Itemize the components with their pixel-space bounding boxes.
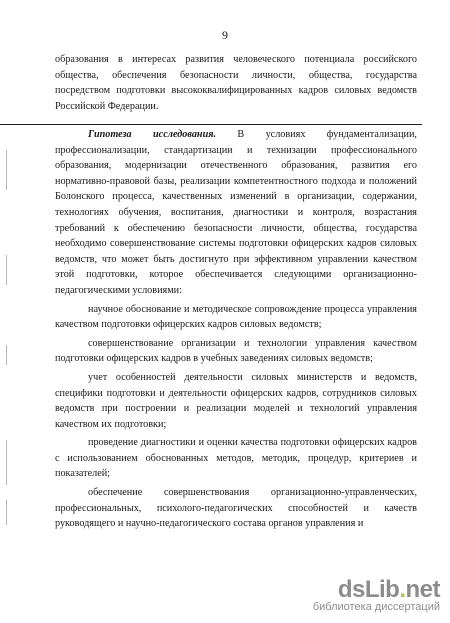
dslib-watermark <box>313 576 440 613</box>
intro-paragraph: образования в интересах развития человеческого потенциала российского общества, обеспечения безопасности личности, общества, государства посредством подготовки высококвалифицированных кадров силовых ведомств Российской Федерации. <box>55 54 417 112</box>
condition-item: обеспечение совершенствования организационно-управленческих, профессиональных, психолого-педагогических способностей и качеств руководящего и научно-педагогического состава органов управления и <box>55 487 417 530</box>
condition-item: научное обоснование и методическое сопровождение процесса управления качеством подготовки офицерских кадров силовых ведомств; <box>55 303 417 331</box>
hypothesis-section <box>55 127 417 535</box>
condition-item: учет особенностей деятельности силовых министерств и ведомств, специфики подготовки и деятельности офицерских кадров, сотрудников силовых ведомств при построении и реализации моделей и технологий управления качеством их подготовки; <box>55 371 417 430</box>
intro-paragraph-block <box>55 52 417 114</box>
hypothesis-paragraph <box>55 127 417 299</box>
hypothesis-text: В условиях фундаментализации, профессионализации, стандартизации и технизации профессионального образования, модернизации отечественного образования, развития его нормативно-правовой базы, реализации компетентностного подхода и положений Болонского процесса, качественных изменений в организации, содержании, технологиях обучения, воспитания, диагностики и контроля, возрастания требований к обеспечению безопасности личности, общества, государства необходимо совершенствование системы подготовки офицерских кадров силовых ведомств, что может быть достигнуто при эффективном управлении качеством этой подготовки, которое обеспечивается следующими организационно-педагогическими условиями: <box>55 129 417 296</box>
hypothesis-label: Гипотеза исследования. <box>88 129 217 140</box>
page-number: 9 <box>222 28 228 42</box>
dslib-logo: dsLib.net <box>337 576 440 603</box>
section-divider <box>0 124 422 125</box>
dslib-subtitle: библиотека диссертаций <box>312 601 440 613</box>
condition-item: проведение диагностики и оценки качества подготовки офицерских кадров с использованием обоснованных методов, методик, процедур, критериев и показателей; <box>55 437 417 480</box>
left-margin-scan-marks <box>4 0 18 623</box>
condition-item: совершенствование организации и технологии управления качеством подготовки офицерских кадров в учебных заведениях силовых ведомств; <box>55 337 417 365</box>
